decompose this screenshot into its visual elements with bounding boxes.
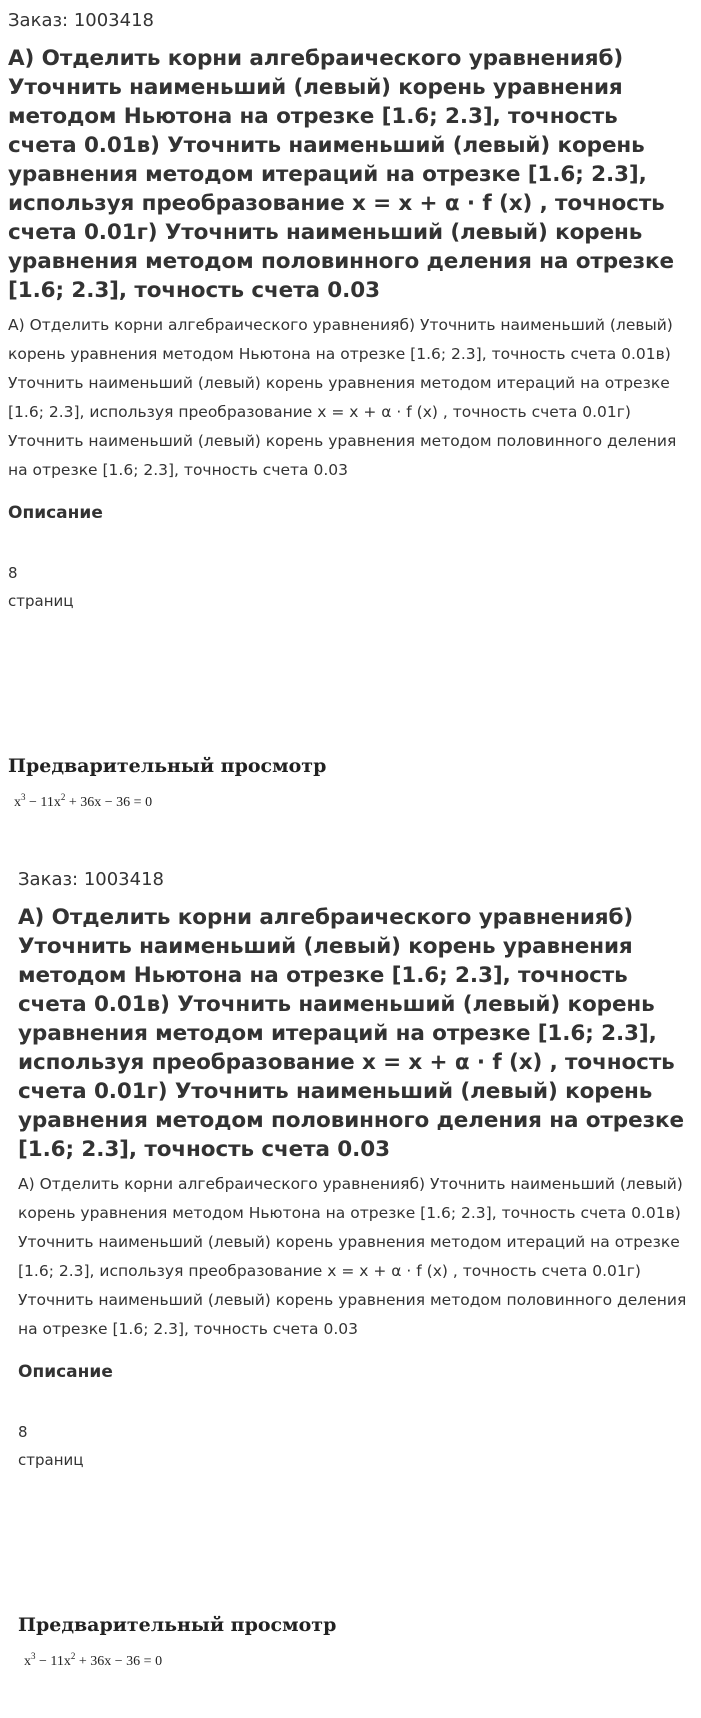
formula-exp-b: 2 xyxy=(70,1651,76,1661)
order-title: А) Отделить корни алгебраического уравненияб) Уточнить наименьший (левый) корень уравнения методом Ньютона на отрезке [1.6; 2.3], точность счета 0.01в) Уточнить наименьший (левый) корень уравнения методом итераций на отрезке [1.6; 2.3], используя преобразование x = x + α · f (x) , точность счета 0.01г) Уточнить наименьший (левый) корень уравнения методом половинного деления на отрезке [1.6; 2.3], точность счета 0.03 xyxy=(18,905,684,1162)
formula-exp-a: 3 xyxy=(21,792,26,802)
preview-heading: Предварительный просмотр xyxy=(8,755,327,777)
pages-label: страниц xyxy=(8,592,74,610)
formula-term-b: − 11x xyxy=(35,1654,71,1669)
formula-term-a: x xyxy=(14,795,21,810)
order-description-text: А) Отделить корни алгебраического уравненияб) Уточнить наименьший (левый) корень уравнения методом Ньютона на отрезке [1.6; 2.3], точность счета 0.01в) Уточнить наименьший (левый) корень уравнения методом итераций на отрезке [1.6; 2.3], используя преобразование x = x + α · f (x) , точность счета 0.01г) Уточнить наименьший (левый) корень уравнения методом половинного деления на отрезке [1.6; 2.3], точность счета 0.03 xyxy=(18,1175,687,1338)
formula-term-c: + 36x − 36 = 0 xyxy=(65,795,153,810)
preview-formula xyxy=(24,1646,698,1672)
description-heading: Описание xyxy=(8,503,103,523)
preview-heading: Предварительный просмотр xyxy=(18,1614,337,1636)
formula-exp-a: 3 xyxy=(31,1651,36,1661)
pages-label: страниц xyxy=(18,1451,84,1469)
pages-count: 8 xyxy=(18,1423,28,1441)
order-number: Заказ: 1003418 xyxy=(18,869,164,890)
preview-formula xyxy=(14,787,688,813)
formula-term-a: x xyxy=(24,1654,31,1669)
order-title: А) Отделить корни алгебраического уравненияб) Уточнить наименьший (левый) корень уравнения методом Ньютона на отрезке [1.6; 2.3], точность счета 0.01в) Уточнить наименьший (левый) корень уравнения методом итераций на отрезке [1.6; 2.3], используя преобразование x = x + α · f (x) , точность счета 0.01г) Уточнить наименьший (левый) корень уравнения методом половинного деления на отрезке [1.6; 2.3], точность счета 0.03 xyxy=(8,46,674,303)
order-number: Заказ: 1003418 xyxy=(8,10,154,31)
order-description-text: А) Отделить корни алгебраического уравненияб) Уточнить наименьший (левый) корень уравнения методом Ньютона на отрезке [1.6; 2.3], точность счета 0.01в) Уточнить наименьший (левый) корень уравнения методом итераций на отрезке [1.6; 2.3], используя преобразование x = x + α · f (x) , точность счета 0.01г) Уточнить наименьший (левый) корень уравнения методом половинного деления на отрезке [1.6; 2.3], точность счета 0.03 xyxy=(8,316,677,479)
description-heading: Описание xyxy=(18,1362,113,1382)
order-block-2 xyxy=(18,867,698,1672)
pages-count: 8 xyxy=(8,564,18,582)
formula-term-c: + 36x − 36 = 0 xyxy=(75,1654,163,1669)
order-block-1 xyxy=(8,8,688,813)
formula-term-b: − 11x xyxy=(25,795,61,810)
formula-exp-b: 2 xyxy=(60,792,66,802)
